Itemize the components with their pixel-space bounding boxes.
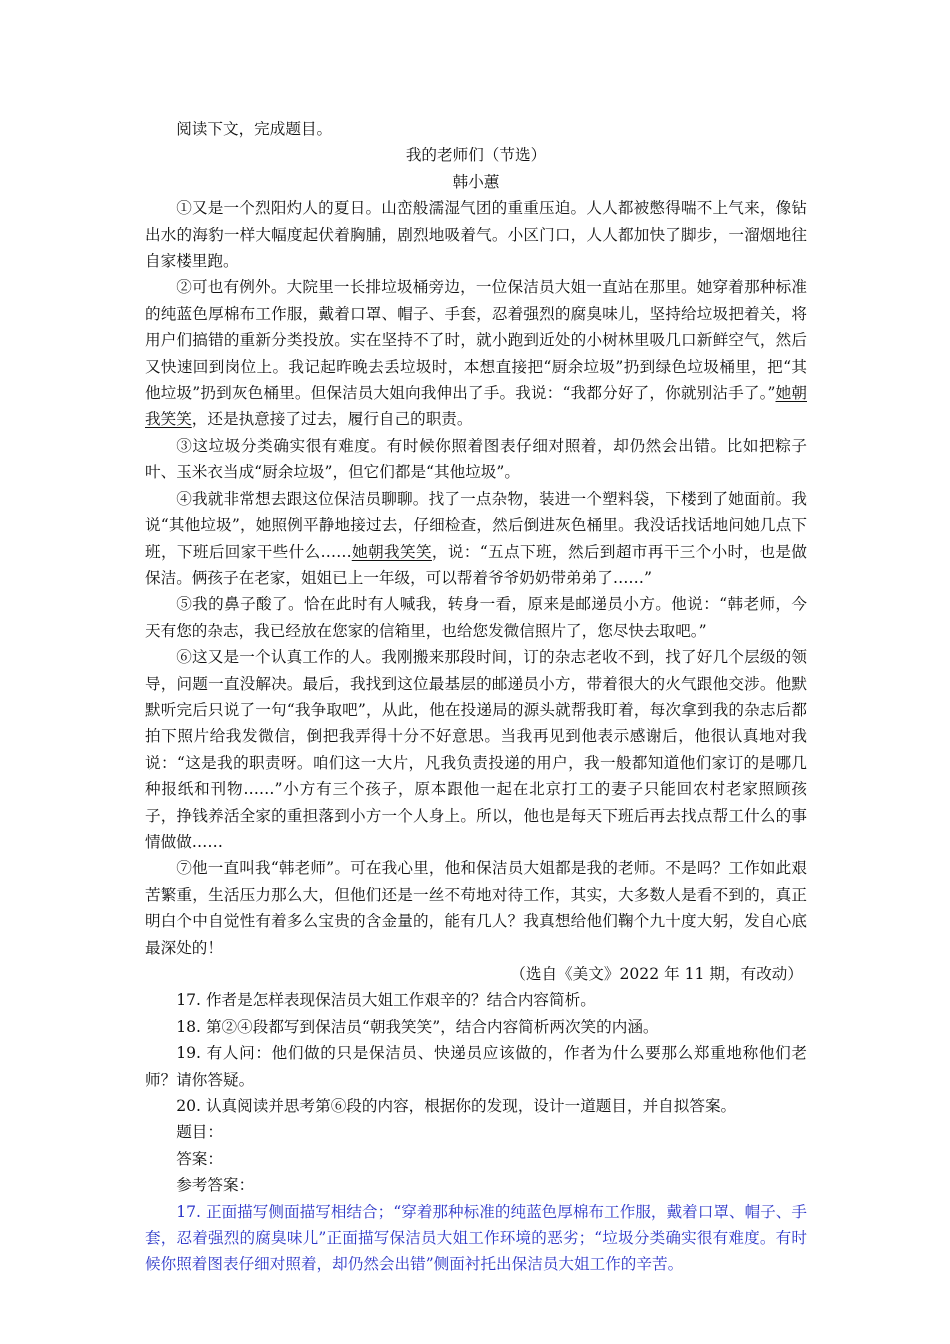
question-18: 18. 第②④段都写到保洁员“朝我笑笑”，结合内容简析两次笑的内涵。 [176, 1017, 659, 1036]
paragraph-1: ①又是一个烈阳灼人的夏日。山峦般濡湿气团的重重压迫。人人都被憋得喘不上气来，像钻出水的海豹一样大幅度起伏着胸脯，剧烈地吸着气。小区门口，人人都加快了脚步，一溜烟地往自家楼里跑。 [145, 199, 807, 271]
underlined-smile-1: 她朝我笑笑 [145, 384, 807, 429]
paragraph-6: ⑥这又是一个认真工作的人。我刚搬来那段时间，订的杂志老收不到，找了好几个层级的领导，问题一直没解决。最后，我找到这位最基层的邮递员小方，带着很大的火气跟他交涉。他默默听完后只说了一句“我争取吧”，从此，他在投递局的源头就帮我盯着，每次拿到我的杂志后都拍下照片给我发微信，倒把我弄得十分不好意思。当我再见到他表示感谢后，他很认真地对我说：“这是我的职责呀。咱们这一大片，凡我负责投递的用户，我一般都知道他们家订的是哪几种报纸和刊物……”小方有三个孩子，原本跟他一起在北京打工的妻子只能回农村老家照顾孩子，挣钱养活全家的重担落到小方一个人身上。所以，他也是每天下班后再去找点帮工什么的事情做做…… [145, 648, 807, 851]
paragraph-4-text-a: ④我就非常想去跟这位保洁员聊聊。找了一点杂物，装进一个塑料袋，下楼到了她面前。我说“其他垃圾”，她照例平静地接过去，仔细检查，然后倒进灰色桶里。我没话找话地问她几点下班，下班后回家干些什么…… [145, 489, 807, 561]
article-title: 我的老师们（节选） [405, 146, 547, 165]
paragraph-7: ⑦他一直叫我“韩老师”。可在我心里，他和保洁员大姐都是我的老师。不是吗？工作如此艰苦繁重，生活压力那么大，但他们还是一丝不苟地对待工作，其实，大多数人是看不到的，真正明白个中自觉性有着多么宝贵的含金量的，能有几人？我真想给他们鞠个九十度大躬，发自心底最深处的！ [145, 859, 807, 957]
paragraph-2 [145, 274, 807, 432]
answer-17: 17. 正面描写侧面描写相结合；“穿着那种标准的纯蓝色厚棉布工作服，戴着口罩、帽子、手套，忍着强烈的腐臭味儿”正面描写保洁员大姐工作环境的恶劣；“垃圾分类确实很有难度。有时候你照着图表仔细对照着，却仍然会出错”侧面衬托出保洁员大姐工作的辛苦。 [145, 1202, 807, 1274]
paragraph-2-text-b: ，还是执意接了过去，履行自己的职责。 [191, 410, 473, 429]
paragraph-5: ⑤我的鼻子酸了。恰在此时有人喊我，转身一看，原来是邮递员小方。他说：“韩老师，今天有您的杂志，我已经放在您家的信箱里，也给您发微信照片了，您尽快去取吧。” [145, 595, 807, 640]
reference-answer-label: 参考答案： [176, 1176, 255, 1195]
answer-label: 答案： [176, 1149, 223, 1168]
article-source: （选自《美文》2022 年 11 期，有改动） [510, 965, 803, 983]
article-author: 韩小蕙 [452, 172, 500, 191]
question-20: 20. 认真阅读并思考第⑥段的内容，根据你的发现，设计一道题目，并自拟答案。 [176, 1097, 737, 1116]
question-17: 17. 作者是怎样表现保洁员大姐工作艰辛的？结合内容简析。 [176, 991, 596, 1010]
topic-label: 题目： [176, 1123, 223, 1142]
paragraph-3: ③这垃圾分类确实很有难度。有时候你照着图表仔细对照着，却仍然会出错。比如把粽子叶、玉米衣当成“厨余垃圾”，但它们都是“其他垃圾”。 [145, 436, 807, 482]
question-19: 19. 有人问：他们做的只是保洁员、快递员应该做的，作者为什么要那么郑重地称他们老师？请你答疑。 [145, 1044, 807, 1089]
underlined-smile-2: 她朝我笑笑 [351, 542, 432, 561]
paragraph-2-text-a: ②可也有例外。大院里一长排垃圾桶旁边，一位保洁员大姐一直站在那里。她穿着那种标准的纯蓝色厚棉布工作服，戴着口罩、帽子、手套，忍着强烈的腐臭味儿，坚持给垃圾把着关，将用户们搞错的重新分类投放。实在坚持不了时，就小跑到近处的小树林里吸几口新鲜空气，然后又快速回到岗位上。我记起昨晚去丢垃圾时，本想直接把“厨余垃圾”扔到绿色垃圾桶里，把“其他垃圾”扔到灰色桶里。但保洁员大姐向我伸出了手。我说：“我都分好了，你就别沾手了。” [145, 278, 807, 403]
instruction: 阅读下文，完成题目。 [176, 120, 333, 138]
paragraph-4-text-b: ，说：“五点下班，然后到超市再干三个小时，也是做保洁。俩孩子在老家，姐姐已上一年级，可以帮着爷爷奶奶带弟弟了……” [145, 542, 807, 587]
document-content [145, 116, 807, 1278]
paragraph-4 [145, 486, 807, 592]
